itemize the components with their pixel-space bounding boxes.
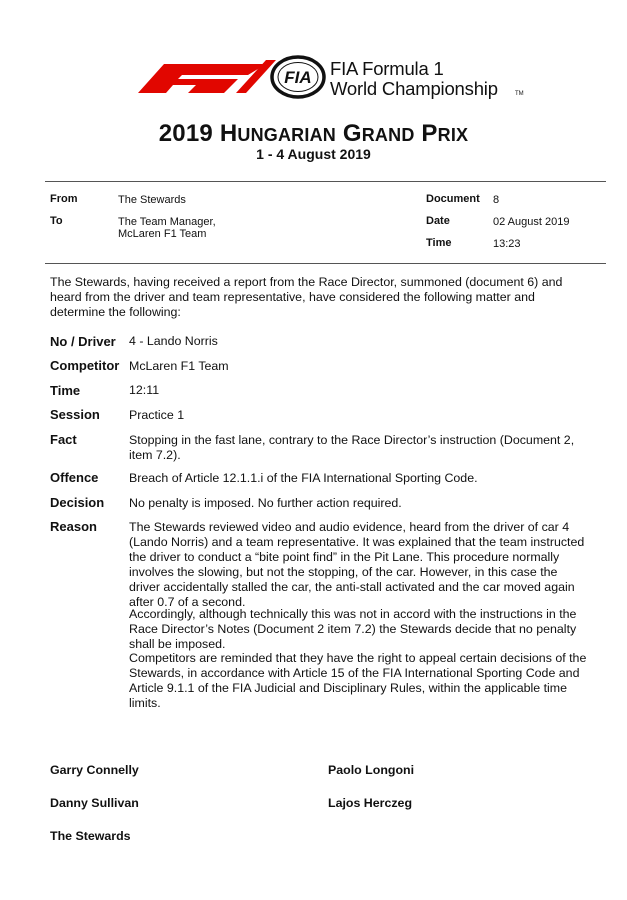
offence-value: Breach of Article 12.1.1.i of the FIA International Sporting Code. [129, 471, 478, 485]
competitor-label: Competitor [50, 358, 120, 373]
document-value: 8 [493, 194, 500, 206]
top-rule [45, 181, 606, 182]
stewards-footer: The Stewards [50, 829, 131, 843]
fia-emblem-icon [270, 55, 326, 99]
date-label: Date [426, 215, 450, 227]
fact-value: Stopping in the fast lane, contrary to the Race Director’s instruction (Document 2, item 7.2). [129, 433, 575, 462]
document-label: Document [426, 193, 480, 205]
brand-line-1: FIA Formula 1 [330, 58, 444, 79]
date-value: 02 August 2019 [493, 216, 570, 228]
event-dates: 1 - 4 August 2019 [256, 146, 371, 162]
time-value: 13:23 [493, 238, 521, 250]
trademark: TM [515, 91, 524, 97]
session-value: Practice 1 [129, 408, 185, 422]
from-label: From [50, 193, 78, 205]
time-label: Time [426, 237, 452, 249]
steward-signature-4: Lajos Herczeg [328, 796, 413, 810]
reason-paragraph-3: Competitors are reminded that they have the right to appeal certain decisions of the Stewards, in accordance with Article 15 of the FIA International Sporting Code and Article 9.1.1 of the FIA Judicial and Disciplinary Rules, within the applicable time limits. [129, 651, 587, 710]
from-value: The Stewards [118, 194, 186, 206]
session-label: Session [50, 407, 100, 422]
steward-signature-3: Danny Sullivan [50, 796, 139, 810]
competitor-value: McLaren F1 Team [129, 359, 229, 373]
brand-line-2: World Championship [330, 78, 498, 99]
incident-time-label: Time [50, 383, 81, 398]
reason-label: Reason [50, 519, 97, 534]
reason-paragraph-2: Accordingly, although technically this was not in accord with the instructions in the Race Director’s Notes (Document 2 item 7.2) the Stewards decide that no penalty shall be imposed. [129, 607, 577, 651]
fact-label: Fact [50, 432, 77, 447]
decision-value: No penalty is imposed. No further action required. [129, 496, 402, 510]
steward-signature-2: Paolo Longoni [328, 763, 415, 777]
steward-signature-1: Garry Connelly [50, 763, 139, 777]
driver-label: No / Driver [50, 334, 116, 349]
page-title: 2019 HUNGARIAN GRAND PRIX [158, 120, 469, 147]
to-value-line-1: The Team Manager, [118, 216, 216, 228]
offence-label: Offence [50, 470, 99, 485]
f1-logo [138, 56, 278, 96]
intro-paragraph: The Stewards, having received a report from the Race Director, summoned (document 6) and heard from the driver and team representative, have considered the following matter and determine the following: [50, 275, 563, 319]
to-label: To [50, 215, 63, 227]
bottom-rule [45, 263, 606, 264]
driver-value: 4 - Lando Norris [129, 334, 218, 348]
fia-logo-letters: FIA [284, 68, 312, 87]
reason-paragraph-1: The Stewards reviewed video and audio evidence, heard from the driver of car 4 (Lando Norris) and a team representative. It was explained that the team instructed the driver to conduct a “bite point find” in the Pit Lane. This procedure normally involves the slowing, but not the stopping, of the car. However, in this case the driver accidentally stalled the car, the anti-stall activated and the car moved again after 0.7 of a second. [129, 520, 585, 609]
decision-label: Decision [50, 495, 105, 510]
to-value-line-2: McLaren F1 Team [118, 228, 207, 240]
incident-time-value: 12:11 [129, 383, 160, 397]
